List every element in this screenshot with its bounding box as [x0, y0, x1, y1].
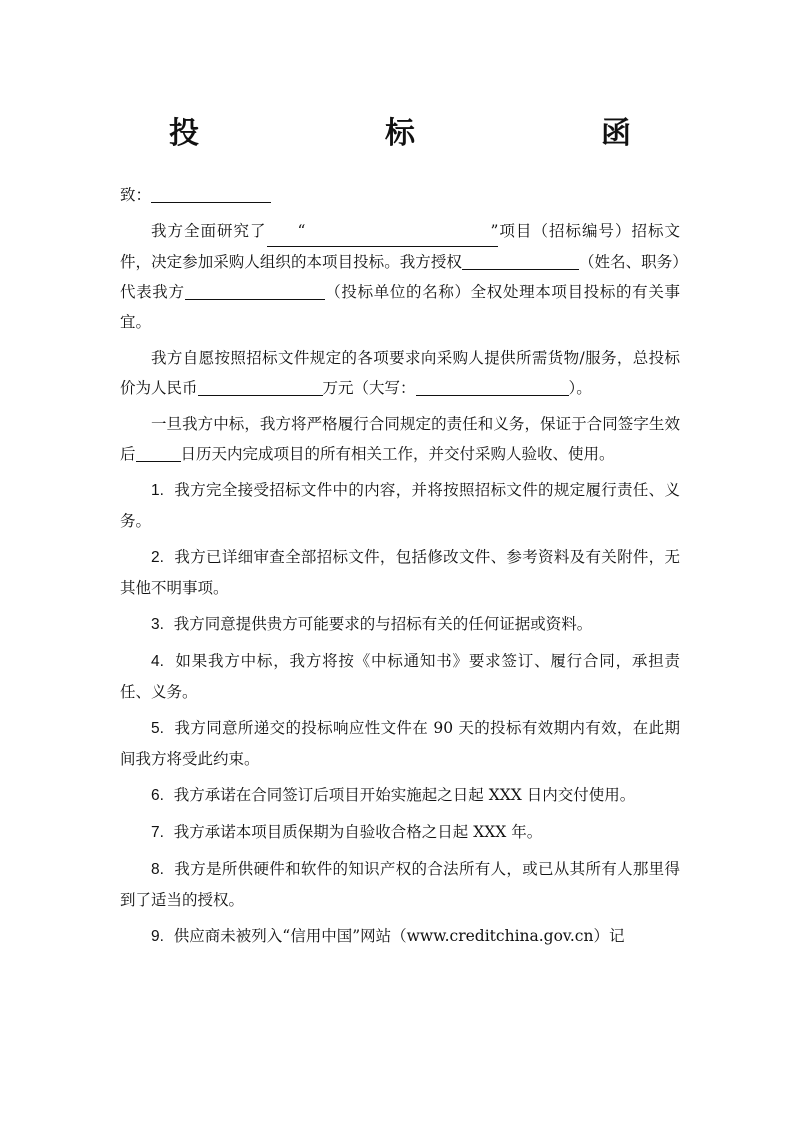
item-text: 如果我方中标，我方将按《中标通知书》要求签订、履行合同，承担责任、义务。 — [120, 652, 680, 701]
paragraph-authorization — [120, 216, 680, 337]
item-number: 8. — [151, 861, 164, 878]
authorized-person-blank[interactable] — [462, 251, 579, 270]
addressee-blank[interactable] — [151, 184, 271, 203]
item-number: 7. — [151, 824, 164, 841]
project-name-blank[interactable] — [267, 216, 499, 247]
p1-text-a: 我方全面研究了 — [151, 222, 267, 240]
bid-price-words-blank[interactable] — [416, 377, 569, 396]
list-item-6 — [120, 780, 680, 811]
list-item-3 — [120, 609, 680, 640]
item-number: 1. — [151, 482, 164, 499]
p2-text-c: ）。 — [568, 379, 592, 397]
item-number: 3. — [151, 616, 164, 633]
delivery-days-blank[interactable] — [136, 443, 181, 462]
p3-text-b: 日历天内完成项目的所有相关工作，并交付采购人验收、使用。 — [180, 445, 615, 463]
bidder-name-blank[interactable] — [185, 281, 325, 300]
p2-text-a: 我方自愿按照招标文件规定的各项要求向采购人提供所需货物/服务，总投标价为人民币 — [120, 349, 680, 397]
item-text: 我方是所供硬件和软件的知识产权的合法所有人，或已从其所有人那里得到了适当的授权。 — [120, 860, 680, 909]
item-number: 2. — [151, 549, 164, 566]
quote-open: “ — [297, 222, 306, 240]
p1-text-d: （投标单位的名称）全权处理本项目投标的有关事宜。 — [120, 283, 680, 331]
item-number: 4. — [151, 653, 164, 670]
list-item-4 — [120, 646, 680, 707]
list-item-9 — [120, 921, 680, 952]
paragraph-delivery — [120, 409, 680, 469]
page-title: 投 标 函 — [169, 116, 709, 151]
item-number: 5. — [151, 720, 164, 737]
list-item-1 — [120, 475, 680, 536]
list-item-5 — [120, 713, 680, 774]
quote-close: ” — [490, 222, 499, 240]
list-item-2 — [120, 542, 680, 603]
item-text: 我方承诺在合同签订后项目开始实施起之日起 XXX 日内交付使用。 — [173, 786, 636, 804]
p3-text-a: 一旦我方中标，我方将严格履行合同规定的责任和义务，保证于合同签字生效后 — [120, 415, 680, 463]
letter-body — [120, 180, 680, 958]
item-number: 9. — [151, 928, 164, 945]
bid-price-blank[interactable] — [198, 377, 323, 396]
list-item-8 — [120, 854, 680, 915]
p1-text-b: 项目（招标编号）招标文件，决定参加采购人组织的本项目投标。我方授权 — [120, 222, 680, 271]
item-text: 我方已详细审查全部招标文件，包括修改文件、参考资料及有关附件，无其他不明事项。 — [120, 548, 680, 597]
item-text: 我方承诺本项目质保期为自验收合格之日起 XXX 年。 — [173, 823, 543, 841]
item-text: 我方完全接受招标文件中的内容，并将按照招标文件的规定履行责任、义务。 — [120, 481, 680, 530]
item-number: 6. — [151, 787, 164, 804]
addressee-line — [120, 180, 680, 210]
addressee-label: 致： — [120, 186, 152, 204]
item-text: 供应商未被列入“信用中国”网站（www.creditchina.gov.cn）记 — [173, 927, 625, 945]
item-text: 我方同意提供贵方可能要求的与招标有关的任何证据或资料。 — [173, 615, 593, 633]
item-text: 我方同意所递交的投标响应性文件在 90 天的投标有效期内有效，在此期间我方将受此约束。 — [120, 719, 680, 768]
paragraph-bid-price — [120, 343, 680, 403]
list-item-7 — [120, 817, 680, 848]
p1-text-c: （姓名、职务）代表我方 — [120, 253, 680, 301]
p2-text-b: 万元（大写： — [322, 379, 416, 397]
